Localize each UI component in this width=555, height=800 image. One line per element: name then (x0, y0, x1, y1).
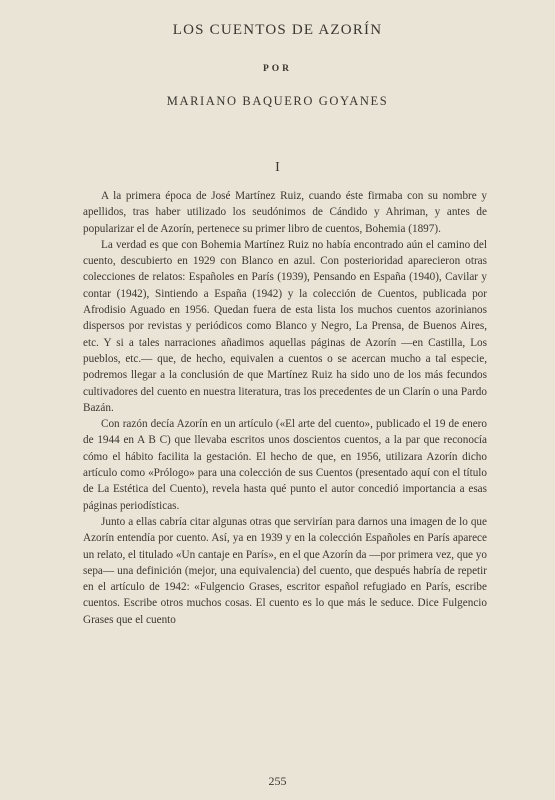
page-number: 255 (268, 774, 287, 788)
paragraph: Junto a ellas cabría citar algunas otras que servirían para darnos una imagen de lo que Azorín entendía por cuento. Así, ya en 1939 y en la colección Españoles en París aparece un relato, el titulado «Un cantaje en París», en el que Azorín da —por primera vez, que yo sepa— una definición (mejor, una equivalencia) del cuento, que después habría de repetir en el artículo de 1942: «Fulgencio Grases, escritor español refugiado en París, escribe cuentos. Escribe otros muchos cosas. El cuento es lo que más le seduce. Dice Fulgencio Grases que el cuento (83, 515, 487, 626)
author-name: MARIANO BAQUERO GOYANES (166, 94, 389, 108)
section-number: I (275, 160, 280, 175)
article-body (83, 188, 487, 628)
paragraph: Con razón decía Azorín en un artículo («El arte del cuento», publicado el 19 de enero de 1944 en A B C) que llevaba escritos unos doscientos cuentos, a la par que reconocía cómo el hábito facilita la gestación. El hecho de que, en 1956, utilizara Azorín dicho artículo como «Prólogo» para una colección de sus Cuentos (presentado aquí con el título de La Estética del Cuento), revela hasta qué punto el autor concedió importancia a esas páginas periodísticas. (83, 418, 487, 512)
paragraph: A la primera época de José Martínez Ruiz, cuando éste firmaba con su nombre y apellidos, tras haber utilizado los seudónimos de Cándido y Ahriman, y antes de popularizar el de Azorín, pertenece su primer libro de cuentos, Bohemia (1897). (83, 190, 487, 235)
paragraph: La verdad es que con Bohemia Martínez Ruiz no había encontrado aún el camino del cuento, descubierto en 1929 con Blanco en azul. Con posterioridad aparecieron otras colecciones de relatos: Españoles en París (1939), Pensando en España (1940), Cavilar y contar (1942), Sintiendo a España (1942) y la colección de Cuentos, publicada por Afrodisio Aguado en 1956. Quedan fuera de esta lista los muchos cuentos azorinianos dispersos por revistas y periódicos como Blanco y Negro, La Prensa, de Buenos Aires, etc. Y si a tales narraciones añadimos aquellas páginas de Azorín —en Castilla, Los pueblos, etc.— que, de hecho, equivalen a cuentos o se acercan mucho a tal especie, podremos llegar a la conclusión de que Martínez Ruiz ha sido uno de los más fecundos cultivadores del cuento en nuestra literatura, tras los precedentes de un Clarín o una Pardo Bazán. (83, 238, 487, 414)
article-title: LOS CUENTOS DE AZORÍN (172, 22, 383, 38)
byline-por: POR (262, 64, 293, 74)
